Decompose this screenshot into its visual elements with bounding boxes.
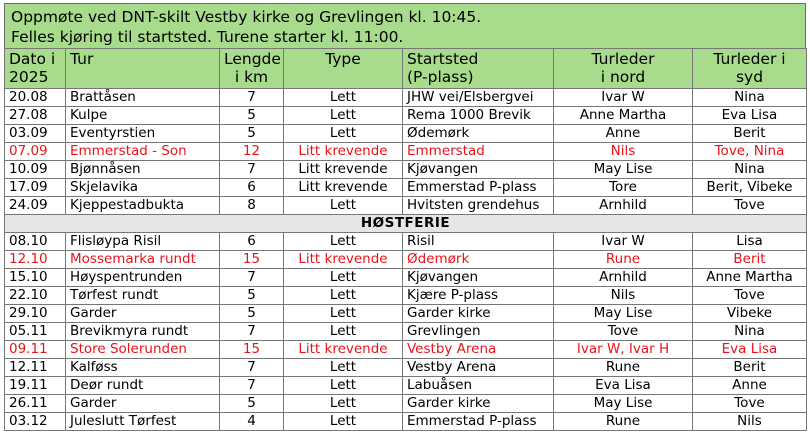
- cell-km: 4: [220, 413, 284, 431]
- cell-south: Anne: [693, 377, 807, 395]
- table-row: [5, 413, 807, 431]
- cell-start: Ødemørk: [403, 251, 554, 269]
- cell-north: Nils: [554, 143, 693, 161]
- cell-type: Lett: [284, 287, 403, 305]
- cell-north: Tore: [554, 179, 693, 197]
- cell-north: Ivar W, Ivar H: [554, 341, 693, 359]
- table-row: [5, 251, 807, 269]
- cell-type: Lett: [284, 89, 403, 107]
- cell-km: 6: [220, 233, 284, 251]
- cell-type: Lett: [284, 233, 403, 251]
- cell-tour: Høyspentrunden: [66, 269, 220, 287]
- cell-type: Lett: [284, 269, 403, 287]
- table-row: [5, 179, 807, 197]
- cell-tour: Brattåsen: [66, 89, 220, 107]
- cell-date: 20.08: [5, 89, 66, 107]
- cell-south: Lisa: [693, 233, 807, 251]
- cell-date: 24.09: [5, 197, 66, 215]
- cell-tour: Deør rundt: [66, 377, 220, 395]
- cell-start: Ødemørk: [403, 125, 554, 143]
- cell-tour: Garder: [66, 395, 220, 413]
- cell-date: 12.10: [5, 251, 66, 269]
- cell-type: Litt krevende: [284, 251, 403, 269]
- cell-start: Emmerstad P-plass: [403, 413, 554, 431]
- table-row: [5, 197, 807, 215]
- cell-north: Anne Martha: [554, 107, 693, 125]
- table-header-row: [5, 49, 807, 89]
- cell-km: 7: [220, 377, 284, 395]
- col-header-leader-south: Turleder i syd: [693, 49, 807, 89]
- cell-date: 10.09: [5, 161, 66, 179]
- cell-km: 7: [220, 359, 284, 377]
- col-header-start: Startsted (P-plass): [403, 49, 554, 89]
- cell-tour: Skjelavika: [66, 179, 220, 197]
- cell-type: Lett: [284, 125, 403, 143]
- cell-south: Berit, Vibeke: [693, 179, 807, 197]
- col-header-tour: Tur: [66, 49, 220, 89]
- cell-south: Nils: [693, 413, 807, 431]
- cell-date: 08.10: [5, 233, 66, 251]
- cell-km: 8: [220, 197, 284, 215]
- cell-north: Arnhild: [554, 269, 693, 287]
- cell-south: Berit: [693, 251, 807, 269]
- cell-start: Grevlingen: [403, 323, 554, 341]
- cell-south: Tove, Nina: [693, 143, 807, 161]
- table-row: [5, 287, 807, 305]
- cell-start: Vestby Arena: [403, 341, 554, 359]
- cell-north: Ivar W: [554, 89, 693, 107]
- cell-type: Lett: [284, 305, 403, 323]
- table-row: [5, 143, 807, 161]
- cell-tour: Eventyrstien: [66, 125, 220, 143]
- cell-north: Eva Lisa: [554, 377, 693, 395]
- cell-km: 5: [220, 287, 284, 305]
- cell-south: Eva Lisa: [693, 107, 807, 125]
- cell-tour: Mossemarka rundt: [66, 251, 220, 269]
- cell-north: Tove: [554, 323, 693, 341]
- table-row: [5, 341, 807, 359]
- cell-type: Litt krevende: [284, 341, 403, 359]
- cell-tour: Tørfest rundt: [66, 287, 220, 305]
- cell-tour: Kjeppestadbukta: [66, 197, 220, 215]
- cell-km: 5: [220, 125, 284, 143]
- cell-tour: Kulpe: [66, 107, 220, 125]
- cell-south: Nina: [693, 323, 807, 341]
- header-line-2: Felles kjøring til startsted. Turene starter kl. 11:00.: [11, 28, 404, 46]
- cell-north: May Lise: [554, 395, 693, 413]
- schedule-table: [4, 48, 807, 431]
- cell-tour: Emmerstad - Son: [66, 143, 220, 161]
- cell-km: 6: [220, 179, 284, 197]
- cell-date: 03.09: [5, 125, 66, 143]
- cell-north: Rune: [554, 251, 693, 269]
- cell-type: Lett: [284, 197, 403, 215]
- cell-type: Litt krevende: [284, 179, 403, 197]
- cell-km: 15: [220, 251, 284, 269]
- cell-date: 29.10: [5, 305, 66, 323]
- cell-date: 17.09: [5, 179, 66, 197]
- schedule-header: [4, 3, 806, 48]
- cell-south: Eva Lisa: [693, 341, 807, 359]
- table-row: [5, 395, 807, 413]
- cell-start: Kjære P-plass: [403, 287, 554, 305]
- cell-start: Risil: [403, 233, 554, 251]
- autumn-break-label: HØSTFERIE: [5, 215, 807, 233]
- cell-type: Lett: [284, 107, 403, 125]
- cell-north: Anne: [554, 125, 693, 143]
- table-row: [5, 359, 807, 377]
- cell-start: Vestby Arena: [403, 359, 554, 377]
- cell-type: Litt krevende: [284, 143, 403, 161]
- cell-type: Lett: [284, 323, 403, 341]
- table-row: [5, 377, 807, 395]
- cell-km: 7: [220, 323, 284, 341]
- cell-date: 05.11: [5, 323, 66, 341]
- cell-km: 12: [220, 143, 284, 161]
- col-header-length: Lengde i km: [220, 49, 284, 89]
- cell-km: 5: [220, 305, 284, 323]
- cell-tour: Brevikmyra rundt: [66, 323, 220, 341]
- cell-start: Garder kirke: [403, 395, 554, 413]
- cell-north: May Lise: [554, 161, 693, 179]
- header-line-1: Oppmøte ved DNT-skilt Vestby kirke og Grevlingen kl. 10:45.: [11, 8, 482, 26]
- cell-km: 7: [220, 161, 284, 179]
- cell-tour: Juleslutt Tørfest: [66, 413, 220, 431]
- cell-date: 22.10: [5, 287, 66, 305]
- cell-date: 27.08: [5, 107, 66, 125]
- cell-km: 7: [220, 89, 284, 107]
- cell-tour: Garder: [66, 305, 220, 323]
- table-row: [5, 323, 807, 341]
- cell-south: Berit: [693, 359, 807, 377]
- cell-north: Arnhild: [554, 197, 693, 215]
- cell-date: 26.11: [5, 395, 66, 413]
- cell-south: Tove: [693, 395, 807, 413]
- col-header-leader-north: Turleder i nord: [554, 49, 693, 89]
- table-row: [5, 89, 807, 107]
- cell-tour: Store Solerunden: [66, 341, 220, 359]
- cell-tour: Bjønnåsen: [66, 161, 220, 179]
- cell-north: Rune: [554, 359, 693, 377]
- table-row: [5, 305, 807, 323]
- cell-start: Garder kirke: [403, 305, 554, 323]
- cell-type: Lett: [284, 377, 403, 395]
- cell-south: Nina: [693, 89, 807, 107]
- cell-south: Anne Martha: [693, 269, 807, 287]
- autumn-break-row: [5, 215, 807, 233]
- cell-date: 07.09: [5, 143, 66, 161]
- cell-tour: Kalføss: [66, 359, 220, 377]
- table-row: [5, 125, 807, 143]
- cell-type: Litt krevende: [284, 161, 403, 179]
- cell-km: 15: [220, 341, 284, 359]
- cell-start: Labuåsen: [403, 377, 554, 395]
- cell-start: Hvitsten grendehus: [403, 197, 554, 215]
- col-header-date: Dato i 2025: [5, 49, 66, 89]
- hike-schedule: [4, 3, 806, 431]
- cell-north: Nils: [554, 287, 693, 305]
- cell-type: Lett: [284, 413, 403, 431]
- cell-type: Lett: [284, 395, 403, 413]
- cell-km: 5: [220, 395, 284, 413]
- cell-north: Ivar W: [554, 233, 693, 251]
- cell-start: Emmerstad: [403, 143, 554, 161]
- cell-start: JHW vei/Elsbergvei: [403, 89, 554, 107]
- cell-date: 12.11: [5, 359, 66, 377]
- cell-start: Kjøvangen: [403, 269, 554, 287]
- cell-start: Rema 1000 Brevik: [403, 107, 554, 125]
- cell-date: 09.11: [5, 341, 66, 359]
- cell-south: Nina: [693, 161, 807, 179]
- table-row: [5, 233, 807, 251]
- cell-south: Tove: [693, 287, 807, 305]
- cell-date: 19.11: [5, 377, 66, 395]
- cell-south: Berit: [693, 125, 807, 143]
- cell-km: 7: [220, 269, 284, 287]
- schedule-body: [5, 89, 807, 431]
- table-row: [5, 107, 807, 125]
- cell-tour: Flisløypa Risil: [66, 233, 220, 251]
- cell-start: Kjøvangen: [403, 161, 554, 179]
- cell-date: 03.12: [5, 413, 66, 431]
- cell-start: Emmerstad P-plass: [403, 179, 554, 197]
- cell-south: Vibeke: [693, 305, 807, 323]
- cell-north: Rune: [554, 413, 693, 431]
- cell-date: 15.10: [5, 269, 66, 287]
- table-row: [5, 269, 807, 287]
- cell-type: Lett: [284, 359, 403, 377]
- col-header-type: Type: [284, 49, 403, 89]
- table-row: [5, 161, 807, 179]
- cell-south: Tove: [693, 197, 807, 215]
- cell-north: May Lise: [554, 305, 693, 323]
- cell-km: 5: [220, 107, 284, 125]
